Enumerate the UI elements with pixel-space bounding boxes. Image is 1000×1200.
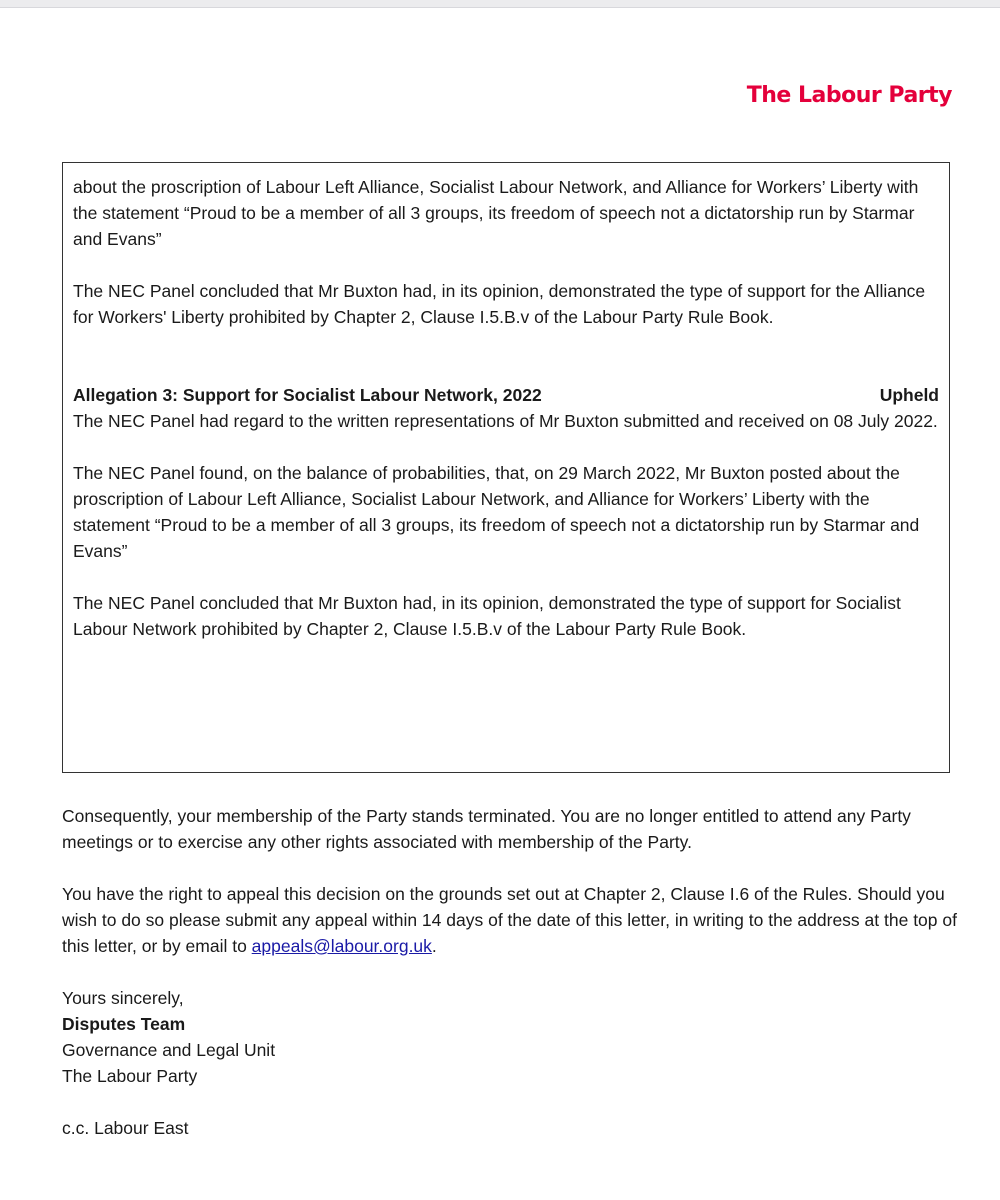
appeal-end: .: [431, 936, 437, 956]
allegations-box: [62, 162, 950, 773]
closing: Yours sincerely,: [62, 988, 184, 1008]
allegation-3-conclusion: The NEC Panel concluded that Mr Buxton had, in its opinion, demonstrated the type of support for Socialist Labour Network prohibited by Chapter 2, Clause I.5.B.v of the Labour Party Rule Book.: [73, 593, 901, 639]
allegation-2-conclusion: The NEC Panel concluded that Mr Buxton had, in its opinion, demonstrated the type of support for the Alliance for Workers' Liberty prohibited by Chapter 2, Clause I.5.B.v of the Labour Party Rule Book.: [73, 281, 926, 327]
allegation-3-representations: The NEC Panel had regard to the written representations of Mr Buxton submitted and received on 08 July 2022.: [73, 411, 938, 431]
allegation-3-title: Allegation 3: Support for Socialist Labour Network, 2022: [73, 385, 542, 405]
page-top-border: [0, 0, 1000, 8]
signatory-unit: Governance and Legal Unit: [62, 1040, 276, 1060]
carbon-copy: c.c. Labour East: [62, 1118, 189, 1138]
allegation-3-heading-row: [73, 382, 939, 408]
signatory-org: The Labour Party: [62, 1066, 198, 1086]
allegation-2-finding-continued: about the proscription of Labour Left Alliance, Socialist Labour Network, and Alliance for Workers’ Liberty with the statement “Proud to be a member of all 3 groups, its freedom of speech not a dictatorship run by Starmar and Evans”: [73, 177, 919, 249]
appeal-paragraph: [62, 881, 962, 959]
allegation-3-outcome: Upheld: [879, 385, 939, 405]
letter-body: [62, 803, 962, 1141]
appeals-email-link[interactable]: appeals@labour.org.uk: [251, 936, 432, 956]
consequence-paragraph: Consequently, your membership of the Party stands terminated. You are no longer entitled to attend any Party meetings or to exercise any other rights associated with membership of the Party.: [62, 806, 911, 852]
labour-party-logo: The Labour Party: [746, 83, 952, 108]
signatory-team: Disputes Team: [62, 1014, 186, 1034]
allegation-3-finding: The NEC Panel found, on the balance of probabilities, that, on 29 March 2022, Mr Buxton posted about the proscription of Labour Left Alliance, Socialist Labour Network, and Alliance for Workers’ Liberty with the statement “Proud to be a member of all 3 groups, its freedom of speech not a dictatorship run by Starmar and Evans”: [73, 463, 920, 561]
appeal-text: You have the right to appeal this decision on the grounds set out at Chapter 2, Clause I.6 of the Rules. Should you wish to do so please submit any appeal within 14 days of the date of this letter, in writing to the address at the top of this letter, or by email to: [62, 884, 957, 956]
